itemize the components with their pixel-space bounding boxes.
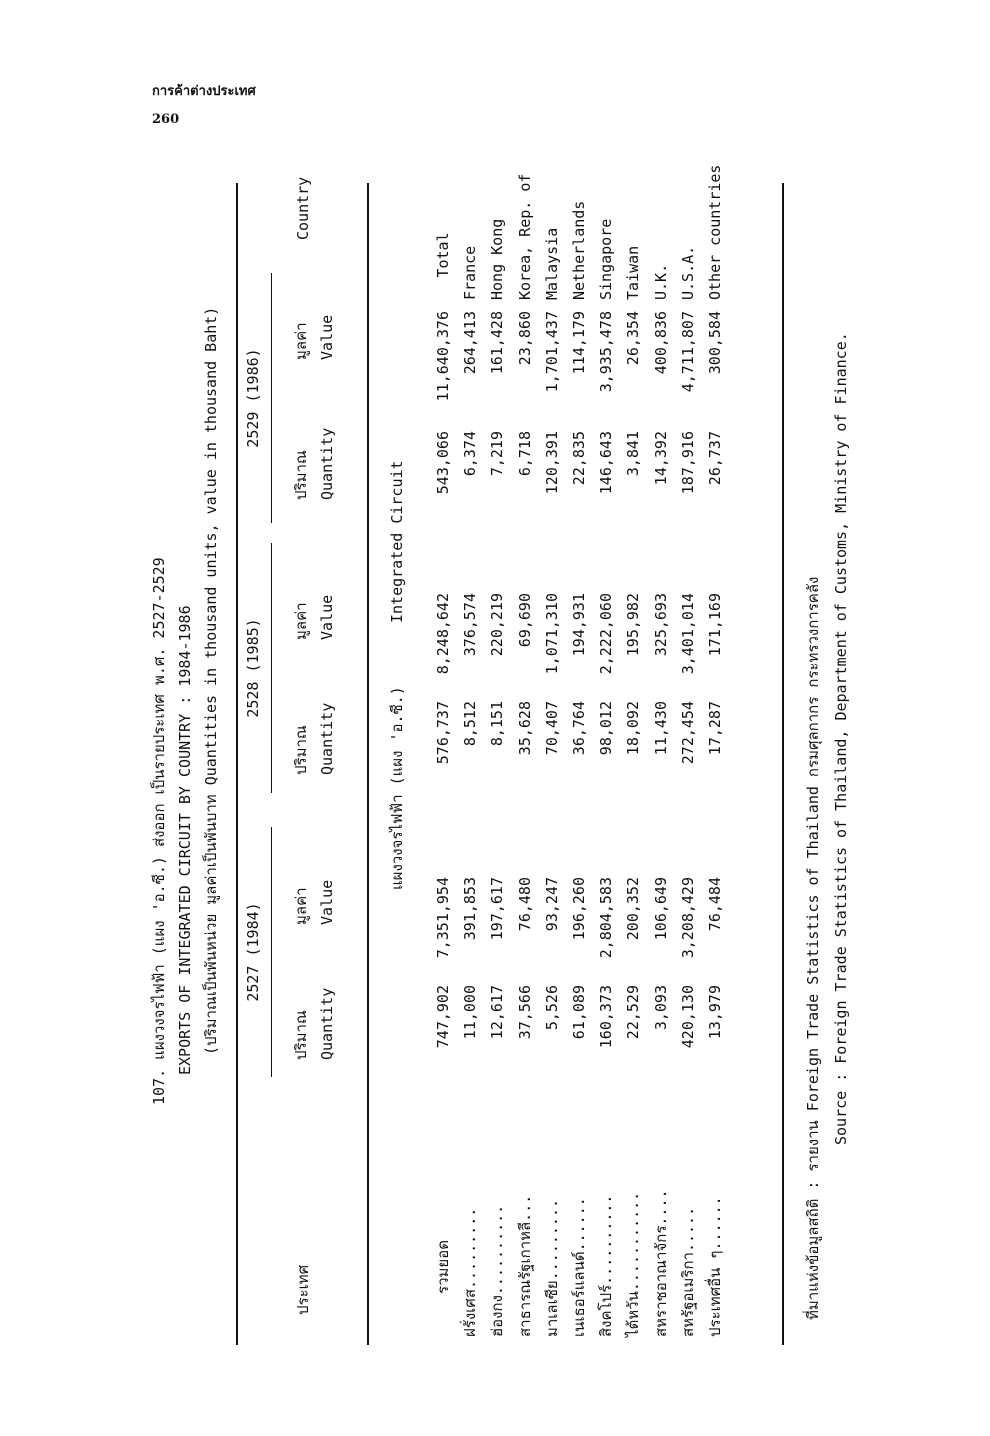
cell-v84: 2,804,583 — [597, 877, 616, 959]
cell-v85: 3,401,014 — [678, 593, 697, 675]
cell-v85: 8,248,642 — [434, 593, 452, 675]
cell-v86: 23,860 — [515, 311, 534, 366]
cell-q86: 22,835 — [570, 431, 588, 486]
cell-th: ฝรั่งเศส......... — [461, 1207, 480, 1337]
cell-q85: 98,012 — [597, 701, 616, 756]
header-qty-th-84: ปริมาณ — [292, 1010, 310, 1060]
cell-th: มาเลเซีย......... — [542, 1198, 561, 1337]
cell-v85: 195,982 — [624, 593, 643, 657]
cell-q84: 747,902 — [434, 985, 452, 1049]
cell-v84: 196,260 — [570, 877, 588, 941]
header-qty-th-86: ปริมาณ — [292, 450, 310, 500]
cell-v85: 220,219 — [488, 593, 507, 657]
cell-q85: 272,454 — [678, 701, 697, 765]
cell-q84: 5,526 — [542, 985, 561, 1031]
cell-v85: 376,574 — [461, 593, 480, 657]
cell-q85: 11,430 — [651, 701, 670, 756]
cell-v86: 300,584 — [706, 311, 724, 375]
rotated-table — [140, 165, 870, 1345]
cell-q86: 26,737 — [706, 431, 724, 486]
cell-v85: 194,931 — [570, 593, 588, 657]
cell-q84: 11,000 — [461, 985, 480, 1040]
header-val-en-84: Value — [318, 879, 336, 925]
header-country-en: Country — [294, 176, 312, 240]
cell-v86: 26,354 — [624, 311, 643, 366]
cell-v85: 171,169 — [706, 593, 724, 657]
cell-v84: 93,247 — [542, 877, 561, 932]
cell-th: สหราชอาณาจักร.... — [651, 1189, 670, 1337]
cell-th: สิงคโปร์.......... — [597, 1194, 616, 1337]
header-qty-en-85: Quantity — [318, 702, 336, 775]
bottom-rule — [782, 183, 784, 1345]
year84-rule — [271, 827, 272, 1077]
cell-en: Netherlands — [570, 200, 588, 300]
cell-v85: 1,071,310 — [542, 593, 561, 675]
year86-rule — [271, 273, 272, 523]
header-val-en-85: Value — [318, 594, 336, 640]
cell-q84: 22,529 — [624, 985, 643, 1040]
cell-q86: 6,374 — [461, 431, 480, 477]
header-country-th: ประเทศ — [294, 1264, 312, 1315]
cell-en: U.S.A. — [678, 245, 697, 300]
cell-v84: 106,649 — [651, 877, 670, 941]
cell-en: Singapore — [597, 218, 616, 300]
cell-v84: 200,352 — [624, 877, 643, 941]
cell-q86: 7,219 — [488, 431, 507, 477]
cell-en: Malaysia — [542, 227, 561, 300]
header-year-1986: 2529 (1986) — [244, 348, 262, 448]
header-qty-th-85: ปริมาณ — [292, 725, 310, 775]
cell-v86: 161,428 — [488, 311, 507, 375]
header-val-th-86: มูลค่า — [292, 322, 310, 360]
year85-rule — [271, 543, 272, 793]
cell-en: U.K. — [651, 263, 670, 300]
cell-q85: 36,764 — [570, 701, 588, 756]
header-val-th-84: มูลค่า — [292, 887, 310, 925]
cell-q86: 187,916 — [678, 431, 697, 495]
table-title-th: 107. แผงวงจรไฟฟ้า (แผง 'อ.ซี.) ส่งออก เป็นรายประเทศ พ.ศ. 2527-2529 — [150, 557, 168, 1105]
section-label-th: แผงวงจรไฟฟ้า (แผง 'อ.ซี.) — [388, 686, 406, 890]
cell-q85: 8,512 — [461, 701, 480, 747]
cell-q84: 13,979 — [706, 985, 724, 1040]
cell-v86: 114,179 — [570, 311, 588, 375]
cell-v84: 7,351,954 — [434, 877, 452, 959]
header-year-1985: 2528 (1985) — [244, 618, 262, 718]
cell-en: Total — [434, 232, 452, 278]
cell-q85: 576,737 — [434, 701, 452, 765]
cell-v86: 11,640,376 — [434, 311, 452, 402]
source-en: Source : Foreign Trade Statistics of Thailand, Department of Customs, Ministry of Finance. — [832, 332, 850, 1145]
cell-q85: 35,628 — [515, 701, 534, 756]
cell-v85: 2,222,060 — [597, 593, 616, 675]
header-val-en-86: Value — [318, 314, 336, 360]
cell-v85: 69,690 — [515, 593, 534, 648]
table-title-en: EXPORTS OF INTEGRATED CIRCUIT BY COUNTRY : 1984-1986 — [176, 605, 194, 1075]
cell-q85: 8,151 — [488, 701, 507, 747]
cell-th: สหรัฐอเมริกา..... — [678, 1206, 697, 1337]
cell-en: Taiwan — [624, 245, 643, 300]
cell-q86: 6,718 — [515, 431, 534, 477]
cell-q86: 146,643 — [597, 431, 616, 495]
cell-v86: 1,701,437 — [542, 311, 561, 393]
section-label-en: Integrated Circuit — [388, 460, 406, 623]
cell-q84: 160,373 — [597, 985, 616, 1049]
cell-v86: 4,711,807 — [678, 311, 697, 393]
table-unit: (ปริมาณเป็นพันหน่วย มูลค่าเป็นพันบาท Quantities in thousand units, value in thousand Baht) — [202, 306, 220, 1055]
cell-v84: 3,208,429 — [678, 877, 697, 959]
section-header: การค้าต่างประเทศ — [152, 84, 256, 99]
cell-v84: 76,484 — [706, 877, 724, 932]
cell-q86: 3,841 — [624, 431, 643, 477]
cell-q85: 70,407 — [542, 701, 561, 756]
cell-q86: 14,392 — [651, 431, 670, 486]
source-th: ที่มาแห่งข้อมูลสถิติ : รายงาน Foreign Trade Statistics of Thailand กรมศุลกากร กระทรวงการคลัง — [804, 576, 822, 1320]
cell-v84: 76,480 — [515, 877, 534, 932]
cell-en: Hong Kong — [488, 218, 507, 300]
cell-q85: 17,287 — [706, 701, 724, 756]
cell-v84: 197,617 — [488, 877, 507, 941]
cell-en: France — [461, 245, 480, 300]
cell-th: ไต้หวัน........... — [624, 1191, 643, 1337]
cell-en: Other countries — [706, 164, 724, 300]
cell-en: Korea, Rep. of — [515, 173, 534, 300]
top-rule — [236, 183, 238, 1345]
cell-q84: 3,093 — [651, 985, 670, 1031]
cell-q86: 543,066 — [434, 431, 452, 495]
cell-th: เนเธอร์แลนด์...... — [570, 1197, 588, 1337]
header-val-th-85: มูลค่า — [292, 602, 310, 640]
cell-v85: 325,693 — [651, 593, 670, 657]
cell-q84: 420,130 — [678, 985, 697, 1049]
cell-q86: 120,391 — [542, 431, 561, 495]
cell-v84: 391,853 — [461, 877, 480, 941]
cell-v86: 264,413 — [461, 311, 480, 375]
header-qty-en-86: Quantity — [318, 427, 336, 500]
header-qty-en-84: Quantity — [318, 987, 336, 1060]
cell-th: ประเทศอื่น ๆ...... — [706, 1196, 724, 1337]
cell-th: ฮ่องกง.......... — [488, 1204, 507, 1337]
cell-q85: 18,092 — [624, 701, 643, 756]
cell-q84: 12,617 — [488, 985, 507, 1040]
cell-th: รวมยอด — [434, 1240, 452, 1294]
cell-q84: 37,566 — [515, 985, 534, 1040]
page-number: 260 — [152, 112, 180, 127]
cell-v86: 400,836 — [651, 311, 670, 375]
header-year-1984: 2527 (1984) — [244, 902, 262, 1002]
header-bottom-rule — [367, 183, 369, 1345]
cell-v86: 3,935,478 — [597, 311, 616, 393]
cell-q84: 61,089 — [570, 985, 588, 1040]
cell-th: สาธารณรัฐเกาหลี... — [515, 1194, 534, 1337]
